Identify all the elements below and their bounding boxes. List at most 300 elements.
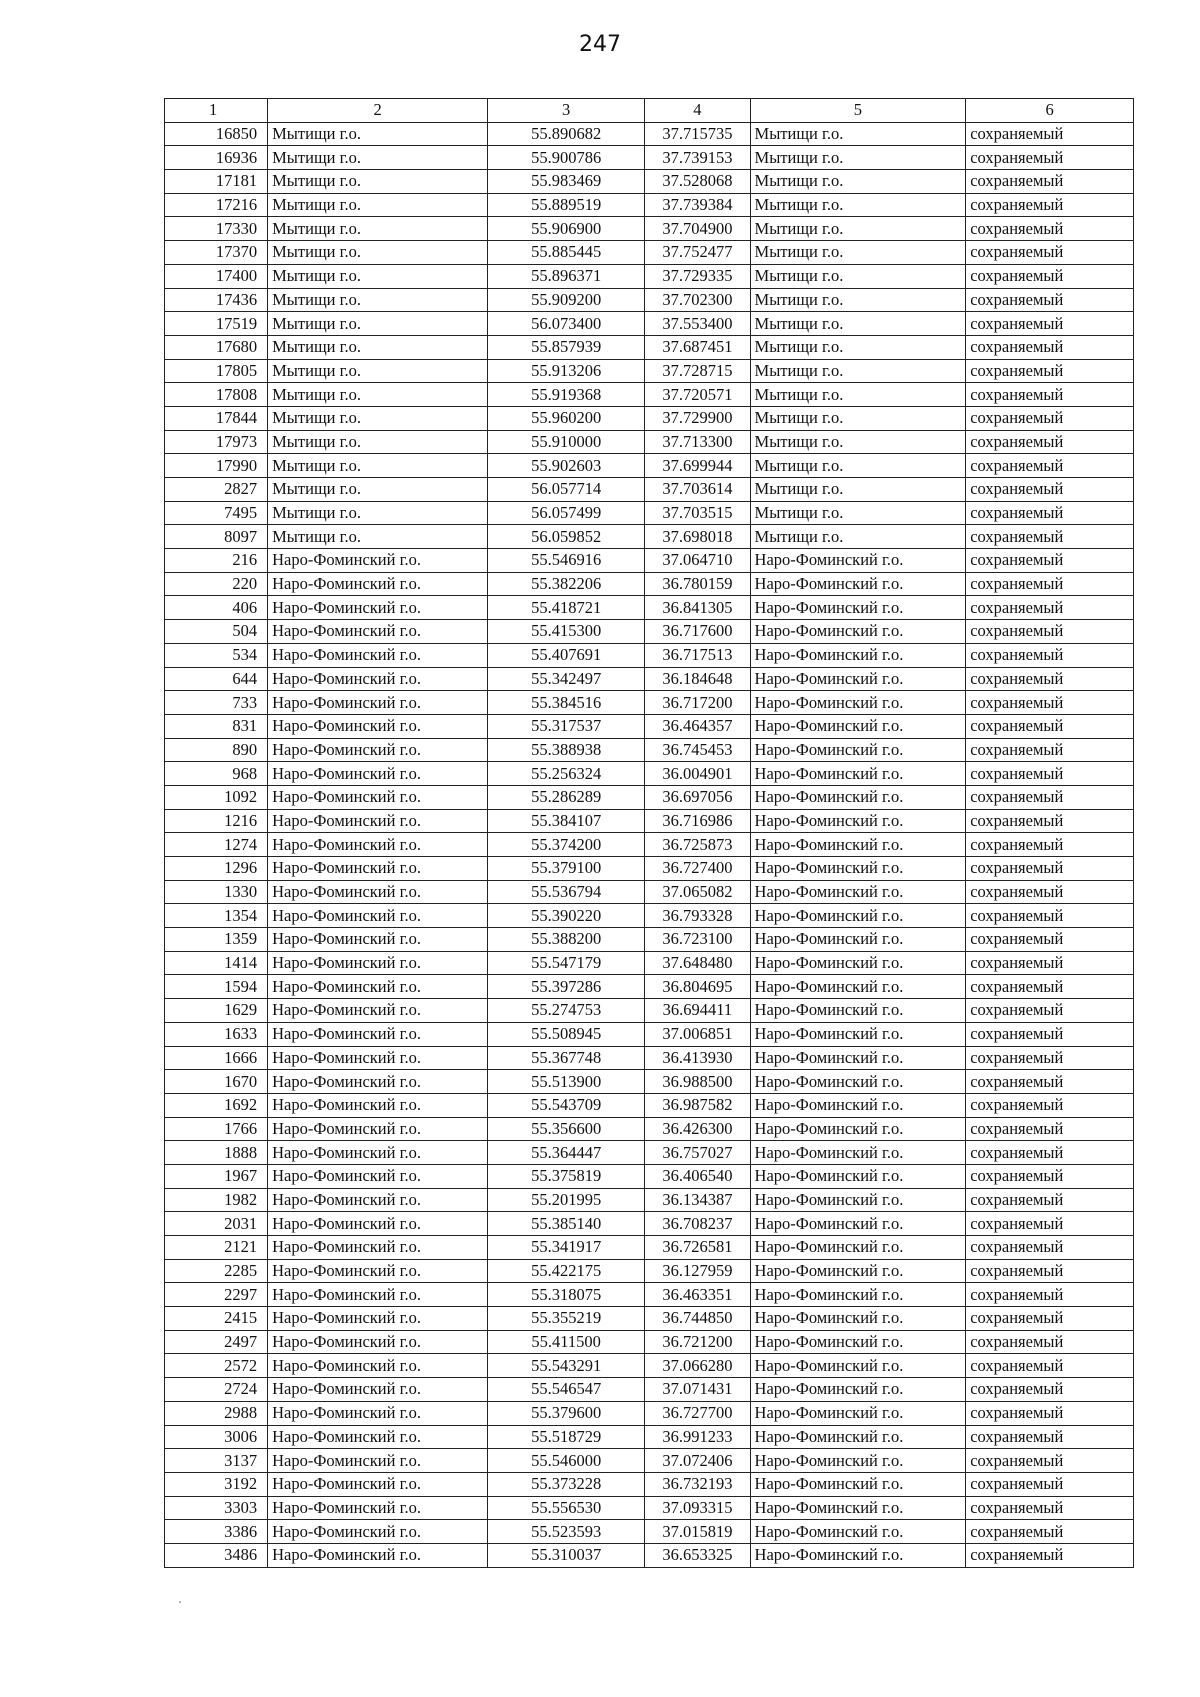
cell-status: сохраняемый xyxy=(966,1259,1134,1283)
cell-status: сохраняемый xyxy=(966,833,1134,857)
cell-id: 1216 xyxy=(165,809,268,833)
cell-status: сохраняемый xyxy=(966,1449,1134,1473)
cell-status: сохраняемый xyxy=(966,478,1134,502)
cell-id: 17844 xyxy=(165,406,268,430)
cell-latitude: 55.900786 xyxy=(487,146,644,170)
cell-latitude: 55.536794 xyxy=(487,880,644,904)
cell-status: сохраняемый xyxy=(966,880,1134,904)
table-header-row xyxy=(165,99,1134,123)
cell-longitude: 36.793328 xyxy=(645,904,750,928)
cell-status: сохраняемый xyxy=(966,809,1134,833)
cell-id: 644 xyxy=(165,667,268,691)
cell-latitude: 55.523593 xyxy=(487,1520,644,1544)
column-header: 4 xyxy=(645,99,750,123)
cell-district: Мытищи г.о. xyxy=(268,359,488,383)
cell-id: 406 xyxy=(165,596,268,620)
table-row xyxy=(165,1070,1134,1094)
table-row xyxy=(165,596,1134,620)
cell-longitude: 36.721200 xyxy=(645,1330,750,1354)
table-row xyxy=(165,525,1134,549)
cell-district: Наро-Фоминский г.о. xyxy=(268,928,488,952)
cell-longitude: 37.713300 xyxy=(645,430,750,454)
cell-municipality: Наро-Фоминский г.о. xyxy=(750,1188,966,1212)
column-header: 2 xyxy=(268,99,488,123)
cell-latitude: 55.546547 xyxy=(487,1378,644,1402)
table-row xyxy=(165,1188,1134,1212)
cell-longitude: 37.698018 xyxy=(645,525,750,549)
cell-id: 17973 xyxy=(165,430,268,454)
column-header: 3 xyxy=(487,99,644,123)
cell-status: сохраняемый xyxy=(966,1378,1134,1402)
cell-latitude: 55.518729 xyxy=(487,1425,644,1449)
cell-id: 1594 xyxy=(165,975,268,999)
table-row xyxy=(165,738,1134,762)
cell-municipality: Наро-Фоминский г.о. xyxy=(750,857,966,881)
cell-district: Наро-Фоминский г.о. xyxy=(268,1472,488,1496)
table-row xyxy=(165,501,1134,525)
cell-district: Наро-Фоминский г.о. xyxy=(268,1520,488,1544)
cell-id: 890 xyxy=(165,738,268,762)
cell-id: 1274 xyxy=(165,833,268,857)
cell-district: Мытищи г.о. xyxy=(268,501,488,525)
cell-latitude: 55.388938 xyxy=(487,738,644,762)
cell-status: сохраняемый xyxy=(966,193,1134,217)
cell-longitude: 37.553400 xyxy=(645,312,750,336)
cell-district: Наро-Фоминский г.о. xyxy=(268,951,488,975)
cell-id: 1692 xyxy=(165,1093,268,1117)
cell-latitude: 55.543291 xyxy=(487,1354,644,1378)
cell-municipality: Мытищи г.о. xyxy=(750,335,966,359)
cell-latitude: 55.546000 xyxy=(487,1449,644,1473)
cell-longitude: 37.704900 xyxy=(645,217,750,241)
cell-latitude: 55.906900 xyxy=(487,217,644,241)
table-row xyxy=(165,1496,1134,1520)
cell-latitude: 55.913206 xyxy=(487,359,644,383)
table-row xyxy=(165,951,1134,975)
cell-latitude: 55.342497 xyxy=(487,667,644,691)
cell-municipality: Наро-Фоминский г.о. xyxy=(750,1070,966,1094)
cell-district: Наро-Фоминский г.о. xyxy=(268,999,488,1023)
cell-municipality: Наро-Фоминский г.о. xyxy=(750,1307,966,1331)
cell-status: сохраняемый xyxy=(966,1330,1134,1354)
cell-status: сохраняемый xyxy=(966,264,1134,288)
cell-longitude: 37.687451 xyxy=(645,335,750,359)
table-row xyxy=(165,1093,1134,1117)
cell-municipality: Наро-Фоминский г.о. xyxy=(750,1259,966,1283)
cell-latitude: 55.546916 xyxy=(487,549,644,573)
cell-latitude: 55.890682 xyxy=(487,122,644,146)
cell-id: 504 xyxy=(165,620,268,644)
cell-status: сохраняемый xyxy=(966,667,1134,691)
cell-district: Наро-Фоминский г.о. xyxy=(268,762,488,786)
cell-district: Мытищи г.о. xyxy=(268,383,488,407)
cell-district: Наро-Фоминский г.о. xyxy=(268,1354,488,1378)
cell-longitude: 36.413930 xyxy=(645,1046,750,1070)
cell-id: 2285 xyxy=(165,1259,268,1283)
cell-status: сохраняемый xyxy=(966,1070,1134,1094)
cell-id: 17400 xyxy=(165,264,268,288)
cell-longitude: 37.715735 xyxy=(645,122,750,146)
cell-status: сохраняемый xyxy=(966,312,1134,336)
cell-latitude: 55.201995 xyxy=(487,1188,644,1212)
cell-status: сохраняемый xyxy=(966,1307,1134,1331)
cell-id: 831 xyxy=(165,714,268,738)
cell-latitude: 55.407691 xyxy=(487,643,644,667)
table-row xyxy=(165,1354,1134,1378)
cell-municipality: Наро-Фоминский г.о. xyxy=(750,1354,966,1378)
cell-district: Наро-Фоминский г.о. xyxy=(268,880,488,904)
cell-district: Мытищи г.о. xyxy=(268,193,488,217)
table-row xyxy=(165,833,1134,857)
cell-municipality: Наро-Фоминский г.о. xyxy=(750,691,966,715)
cell-longitude: 37.006851 xyxy=(645,1022,750,1046)
column-header: 5 xyxy=(750,99,966,123)
cell-latitude: 56.059852 xyxy=(487,525,644,549)
cell-longitude: 37.728715 xyxy=(645,359,750,383)
cell-longitude: 36.745453 xyxy=(645,738,750,762)
cell-municipality: Наро-Фоминский г.о. xyxy=(750,785,966,809)
cell-status: сохраняемый xyxy=(966,596,1134,620)
cell-municipality: Мытищи г.о. xyxy=(750,146,966,170)
cell-id: 17370 xyxy=(165,241,268,265)
cell-id: 3137 xyxy=(165,1449,268,1473)
cell-id: 3386 xyxy=(165,1520,268,1544)
cell-longitude: 36.991233 xyxy=(645,1425,750,1449)
cell-longitude: 37.064710 xyxy=(645,549,750,573)
cell-district: Мытищи г.о. xyxy=(268,406,488,430)
cell-id: 220 xyxy=(165,572,268,596)
cell-latitude: 55.356600 xyxy=(487,1117,644,1141)
cell-status: сохраняемый xyxy=(966,785,1134,809)
cell-longitude: 37.729900 xyxy=(645,406,750,430)
cell-id: 17330 xyxy=(165,217,268,241)
table-row xyxy=(165,312,1134,336)
cell-id: 17436 xyxy=(165,288,268,312)
cell-id: 1633 xyxy=(165,1022,268,1046)
cell-district: Наро-Фоминский г.о. xyxy=(268,1307,488,1331)
cell-district: Наро-Фоминский г.о. xyxy=(268,1543,488,1567)
cell-municipality: Наро-Фоминский г.о. xyxy=(750,1330,966,1354)
cell-status: сохраняемый xyxy=(966,1283,1134,1307)
table-row xyxy=(165,1259,1134,1283)
cell-district: Наро-Фоминский г.о. xyxy=(268,1117,488,1141)
cell-id: 17990 xyxy=(165,454,268,478)
cell-latitude: 56.057714 xyxy=(487,478,644,502)
table-row xyxy=(165,406,1134,430)
cell-municipality: Мытищи г.о. xyxy=(750,264,966,288)
cell-latitude: 55.379600 xyxy=(487,1401,644,1425)
table-row xyxy=(165,620,1134,644)
cell-longitude: 36.464357 xyxy=(645,714,750,738)
cell-longitude: 36.804695 xyxy=(645,975,750,999)
cell-status: сохраняемый xyxy=(966,288,1134,312)
table-row xyxy=(165,264,1134,288)
cell-municipality: Мытищи г.о. xyxy=(750,478,966,502)
cell-municipality: Наро-Фоминский г.о. xyxy=(750,667,966,691)
cell-status: сохраняемый xyxy=(966,146,1134,170)
cell-district: Наро-Фоминский г.о. xyxy=(268,1141,488,1165)
cell-longitude: 36.653325 xyxy=(645,1543,750,1567)
cell-longitude: 37.072406 xyxy=(645,1449,750,1473)
cell-municipality: Наро-Фоминский г.о. xyxy=(750,880,966,904)
cell-municipality: Наро-Фоминский г.о. xyxy=(750,1117,966,1141)
cell-latitude: 55.415300 xyxy=(487,620,644,644)
cell-id: 1670 xyxy=(165,1070,268,1094)
cell-district: Мытищи г.о. xyxy=(268,454,488,478)
cell-latitude: 55.508945 xyxy=(487,1022,644,1046)
cell-municipality: Наро-Фоминский г.о. xyxy=(750,1496,966,1520)
cell-id: 1354 xyxy=(165,904,268,928)
cell-status: сохраняемый xyxy=(966,999,1134,1023)
table-row xyxy=(165,762,1134,786)
cell-longitude: 36.717513 xyxy=(645,643,750,667)
table-row xyxy=(165,1046,1134,1070)
cell-municipality: Наро-Фоминский г.о. xyxy=(750,809,966,833)
cell-latitude: 55.367748 xyxy=(487,1046,644,1070)
cell-latitude: 55.374200 xyxy=(487,833,644,857)
cell-longitude: 36.004901 xyxy=(645,762,750,786)
cell-district: Наро-Фоминский г.о. xyxy=(268,714,488,738)
table-row xyxy=(165,122,1134,146)
cell-district: Мытищи г.о. xyxy=(268,335,488,359)
cell-municipality: Наро-Фоминский г.о. xyxy=(750,904,966,928)
cell-district: Наро-Фоминский г.о. xyxy=(268,975,488,999)
cell-district: Наро-Фоминский г.о. xyxy=(268,738,488,762)
cell-municipality: Наро-Фоминский г.о. xyxy=(750,1141,966,1165)
cell-longitude: 37.093315 xyxy=(645,1496,750,1520)
table-row xyxy=(165,1283,1134,1307)
cell-latitude: 55.364447 xyxy=(487,1141,644,1165)
cell-id: 2724 xyxy=(165,1378,268,1402)
cell-municipality: Наро-Фоминский г.о. xyxy=(750,928,966,952)
cell-status: сохраняемый xyxy=(966,620,1134,644)
cell-municipality: Наро-Фоминский г.о. xyxy=(750,1425,966,1449)
cell-district: Мытищи г.о. xyxy=(268,478,488,502)
cell-longitude: 36.184648 xyxy=(645,667,750,691)
cell-municipality: Наро-Фоминский г.о. xyxy=(750,1164,966,1188)
table-row xyxy=(165,975,1134,999)
cell-latitude: 55.318075 xyxy=(487,1283,644,1307)
cell-latitude: 55.857939 xyxy=(487,335,644,359)
cell-status: сохраняемый xyxy=(966,1425,1134,1449)
cell-district: Наро-Фоминский г.о. xyxy=(268,809,488,833)
cell-id: 16936 xyxy=(165,146,268,170)
cell-status: сохраняемый xyxy=(966,714,1134,738)
cell-id: 3006 xyxy=(165,1425,268,1449)
table-row xyxy=(165,193,1134,217)
cell-longitude: 37.699944 xyxy=(645,454,750,478)
cell-district: Наро-Фоминский г.о. xyxy=(268,1212,488,1236)
cell-latitude: 55.983469 xyxy=(487,170,644,194)
cell-id: 17805 xyxy=(165,359,268,383)
cell-status: сохраняемый xyxy=(966,525,1134,549)
cell-longitude: 36.726581 xyxy=(645,1236,750,1260)
cell-longitude: 37.528068 xyxy=(645,170,750,194)
cell-longitude: 36.708237 xyxy=(645,1212,750,1236)
cell-municipality: Наро-Фоминский г.о. xyxy=(750,1283,966,1307)
cell-id: 16850 xyxy=(165,122,268,146)
table-row xyxy=(165,643,1134,667)
cell-latitude: 55.556530 xyxy=(487,1496,644,1520)
cell-municipality: Наро-Фоминский г.о. xyxy=(750,1046,966,1070)
cell-municipality: Наро-Фоминский г.о. xyxy=(750,1472,966,1496)
cell-district: Наро-Фоминский г.о. xyxy=(268,833,488,857)
cell-latitude: 55.960200 xyxy=(487,406,644,430)
cell-id: 2988 xyxy=(165,1401,268,1425)
cell-district: Наро-Фоминский г.о. xyxy=(268,1093,488,1117)
cell-status: сохраняемый xyxy=(966,430,1134,454)
table-row xyxy=(165,667,1134,691)
cell-id: 968 xyxy=(165,762,268,786)
cell-latitude: 55.355219 xyxy=(487,1307,644,1331)
cell-longitude: 37.739384 xyxy=(645,193,750,217)
cell-longitude: 36.426300 xyxy=(645,1117,750,1141)
cell-id: 2827 xyxy=(165,478,268,502)
cell-longitude: 36.134387 xyxy=(645,1188,750,1212)
cell-municipality: Мытищи г.о. xyxy=(750,430,966,454)
cell-district: Наро-Фоминский г.о. xyxy=(268,643,488,667)
cell-district: Наро-Фоминский г.о. xyxy=(268,1259,488,1283)
cell-status: сохраняемый xyxy=(966,1543,1134,1567)
page-number: 247 xyxy=(579,32,621,57)
cell-municipality: Мытищи г.о. xyxy=(750,217,966,241)
table-row xyxy=(165,1117,1134,1141)
cell-latitude: 55.317537 xyxy=(487,714,644,738)
table-row xyxy=(165,572,1134,596)
cell-latitude: 55.388200 xyxy=(487,928,644,952)
table-row xyxy=(165,1141,1134,1165)
cell-longitude: 36.716986 xyxy=(645,809,750,833)
cell-status: сохраняемый xyxy=(966,1472,1134,1496)
cell-district: Наро-Фоминский г.о. xyxy=(268,1496,488,1520)
cell-status: сохраняемый xyxy=(966,359,1134,383)
cell-municipality: Наро-Фоминский г.о. xyxy=(750,975,966,999)
cell-longitude: 37.071431 xyxy=(645,1378,750,1402)
table-row xyxy=(165,478,1134,502)
cell-municipality: Мытищи г.о. xyxy=(750,193,966,217)
table-row xyxy=(165,549,1134,573)
cell-district: Наро-Фоминский г.о. xyxy=(268,1449,488,1473)
cell-id: 733 xyxy=(165,691,268,715)
table-row xyxy=(165,1472,1134,1496)
cell-district: Наро-Фоминский г.о. xyxy=(268,1330,488,1354)
cell-status: сохраняемый xyxy=(966,549,1134,573)
cell-latitude: 55.896371 xyxy=(487,264,644,288)
cell-municipality: Наро-Фоминский г.о. xyxy=(750,1520,966,1544)
cell-municipality: Мытищи г.о. xyxy=(750,288,966,312)
cell-municipality: Наро-Фоминский г.о. xyxy=(750,1449,966,1473)
cell-latitude: 55.341917 xyxy=(487,1236,644,1260)
cell-district: Мытищи г.о. xyxy=(268,146,488,170)
cell-id: 2297 xyxy=(165,1283,268,1307)
cell-longitude: 36.987582 xyxy=(645,1093,750,1117)
table-row xyxy=(165,335,1134,359)
cell-district: Наро-Фоминский г.о. xyxy=(268,904,488,928)
cell-longitude: 37.739153 xyxy=(645,146,750,170)
table-row xyxy=(165,857,1134,881)
cell-district: Наро-Фоминский г.о. xyxy=(268,1378,488,1402)
cell-municipality: Мытищи г.о. xyxy=(750,501,966,525)
cell-latitude: 55.919368 xyxy=(487,383,644,407)
cell-district: Наро-Фоминский г.о. xyxy=(268,596,488,620)
cell-latitude: 55.373228 xyxy=(487,1472,644,1496)
cell-municipality: Мытищи г.о. xyxy=(750,406,966,430)
cell-id: 1414 xyxy=(165,951,268,975)
cell-municipality: Наро-Фоминский г.о. xyxy=(750,1236,966,1260)
cell-id: 1296 xyxy=(165,857,268,881)
cell-municipality: Мытищи г.о. xyxy=(750,383,966,407)
cell-id: 216 xyxy=(165,549,268,573)
cell-status: сохраняемый xyxy=(966,217,1134,241)
table-row xyxy=(165,1520,1134,1544)
cell-status: сохраняемый xyxy=(966,738,1134,762)
cell-longitude: 37.065082 xyxy=(645,880,750,904)
cell-municipality: Наро-Фоминский г.о. xyxy=(750,620,966,644)
cell-district: Мытищи г.о. xyxy=(268,312,488,336)
cell-latitude: 55.547179 xyxy=(487,951,644,975)
cell-district: Мытищи г.о. xyxy=(268,241,488,265)
cell-id: 1967 xyxy=(165,1164,268,1188)
cell-district: Наро-Фоминский г.о. xyxy=(268,1164,488,1188)
cell-id: 17216 xyxy=(165,193,268,217)
cell-status: сохраняемый xyxy=(966,122,1134,146)
cell-id: 2572 xyxy=(165,1354,268,1378)
cell-id: 1092 xyxy=(165,785,268,809)
cell-latitude: 55.543709 xyxy=(487,1093,644,1117)
cell-id: 1888 xyxy=(165,1141,268,1165)
cell-municipality: Наро-Фоминский г.о. xyxy=(750,596,966,620)
cell-longitude: 36.694411 xyxy=(645,999,750,1023)
cell-district: Мытищи г.о. xyxy=(268,430,488,454)
cell-latitude: 55.909200 xyxy=(487,288,644,312)
cell-status: сохраняемый xyxy=(966,1354,1134,1378)
cell-latitude: 55.397286 xyxy=(487,975,644,999)
cell-latitude: 55.885445 xyxy=(487,241,644,265)
cell-latitude: 55.513900 xyxy=(487,1070,644,1094)
cell-status: сохраняемый xyxy=(966,643,1134,667)
table-row xyxy=(165,1401,1134,1425)
cell-latitude: 56.073400 xyxy=(487,312,644,336)
cell-municipality: Мытищи г.о. xyxy=(750,525,966,549)
cell-municipality: Наро-Фоминский г.о. xyxy=(750,1543,966,1567)
cell-status: сохраняемый xyxy=(966,691,1134,715)
table-row xyxy=(165,714,1134,738)
cell-municipality: Наро-Фоминский г.о. xyxy=(750,951,966,975)
cell-status: сохраняемый xyxy=(966,1093,1134,1117)
cell-id: 3486 xyxy=(165,1543,268,1567)
cell-district: Мытищи г.о. xyxy=(268,525,488,549)
table-row xyxy=(165,430,1134,454)
cell-latitude: 55.390220 xyxy=(487,904,644,928)
cell-latitude: 55.385140 xyxy=(487,1212,644,1236)
cell-district: Наро-Фоминский г.о. xyxy=(268,549,488,573)
cell-district: Наро-Фоминский г.о. xyxy=(268,1236,488,1260)
cell-id: 2415 xyxy=(165,1307,268,1331)
cell-longitude: 37.015819 xyxy=(645,1520,750,1544)
cell-municipality: Наро-Фоминский г.о. xyxy=(750,738,966,762)
cell-status: сохраняемый xyxy=(966,170,1134,194)
cell-longitude: 36.717600 xyxy=(645,620,750,644)
column-header: 6 xyxy=(966,99,1134,123)
cell-id: 2497 xyxy=(165,1330,268,1354)
cell-district: Наро-Фоминский г.о. xyxy=(268,620,488,644)
cell-municipality: Мытищи г.о. xyxy=(750,122,966,146)
cell-id: 8097 xyxy=(165,525,268,549)
cell-longitude: 36.406540 xyxy=(645,1164,750,1188)
cell-municipality: Мытищи г.о. xyxy=(750,454,966,478)
cell-latitude: 55.902603 xyxy=(487,454,644,478)
cell-status: сохраняемый xyxy=(966,1022,1134,1046)
